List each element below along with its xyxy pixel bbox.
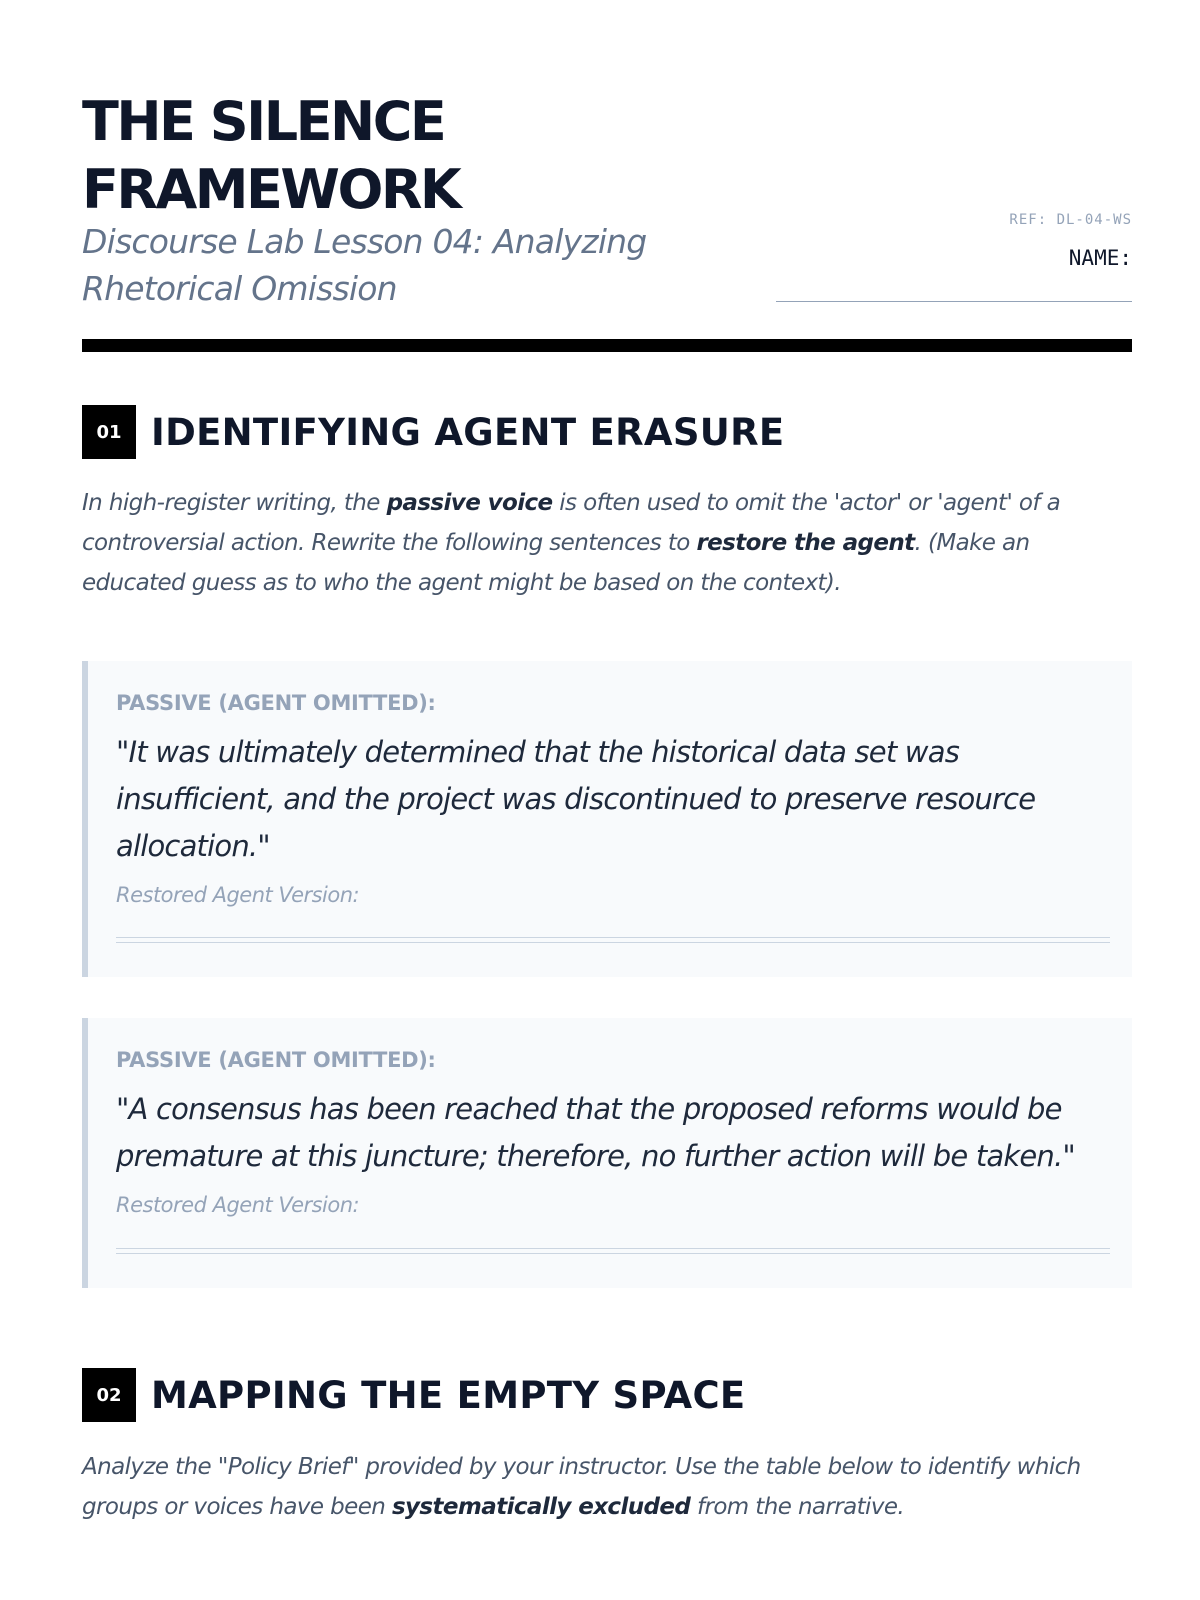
emphasis-systematically-excluded: systematically excluded <box>391 1494 691 1520</box>
section-2-title: MAPPING THE EMPTY SPACE <box>151 1373 746 1417</box>
instructions-text: is often used to omit the 'actor' or 'agent' of a controversial action. Rewrite the following sentences to <box>82 490 1061 556</box>
section-1-title: IDENTIFYING AGENT ERASURE <box>151 410 785 454</box>
page-title <box>82 88 459 224</box>
section-1-number: 01 <box>82 405 136 459</box>
exercise-label: PASSIVE (AGENT OMITTED): <box>116 1048 436 1072</box>
page-subtitle: Discourse Lab Lesson 04: Analyzing Rhetorical Omission <box>82 222 647 308</box>
name-label: NAME: <box>1068 246 1132 270</box>
exercise-card-1 <box>82 661 1132 977</box>
header-divider <box>82 339 1132 352</box>
section-2-heading <box>82 1368 746 1422</box>
title-line-2: FRAMEWORK <box>82 158 460 221</box>
exercise-label: PASSIVE (AGENT OMITTED): <box>116 691 436 715</box>
section-1-heading <box>82 405 785 459</box>
answer-line[interactable] <box>116 1248 1110 1254</box>
section-1-instructions <box>82 483 1132 603</box>
exercise-card-2 <box>82 1018 1132 1288</box>
section-2-number: 02 <box>82 1368 136 1422</box>
emphasis-restore-agent: restore the agent <box>696 530 915 556</box>
answer-line[interactable] <box>116 937 1110 943</box>
instructions-text: . (Make an educated guess as to who the agent might be based on the context). <box>82 530 1030 596</box>
worksheet-header <box>82 88 1132 340</box>
reference-code: REF: DL-04-WS <box>1009 212 1132 228</box>
instructions-text: from the narrative. <box>690 1494 905 1520</box>
restored-agent-label: Restored Agent Version: <box>116 1193 360 1217</box>
passive-sentence: "A consensus has been reached that the proposed reforms would be premature at this juncture; therefore, no further action will be taken." <box>116 1092 1075 1173</box>
passive-sentence: "It was ultimately determined that the historical data set was insufficient, and the project was discontinued to preserve resource allocation." <box>116 735 1036 863</box>
section-2-instructions <box>82 1447 1132 1527</box>
instructions-text: Analyze the "Policy Brief" provided by your instructor. Use the table below to identify which groups or voices have been <box>82 1454 1081 1520</box>
title-line-1: THE SILENCE <box>82 90 445 153</box>
instructions-text: In high-register writing, the <box>82 490 387 516</box>
emphasis-passive-voice: passive voice <box>386 490 553 516</box>
name-field-line[interactable] <box>776 301 1132 302</box>
restored-agent-label: Restored Agent Version: <box>116 883 360 907</box>
